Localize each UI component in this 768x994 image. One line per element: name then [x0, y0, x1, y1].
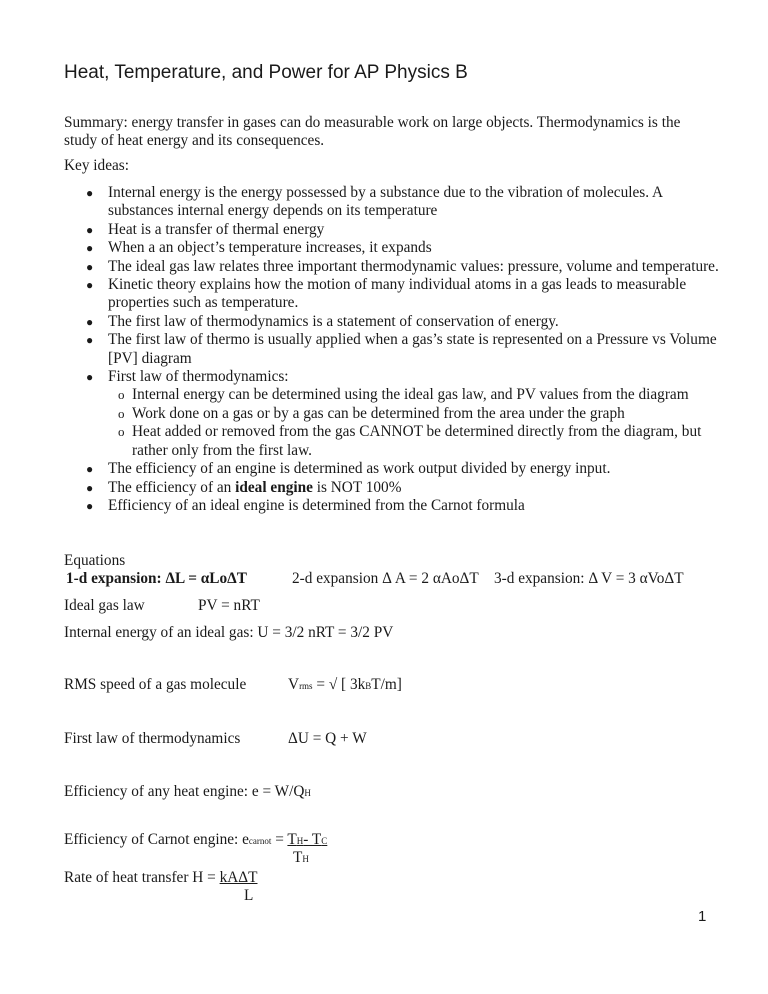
- equation-2d-expansion: 2-d expansion Δ A = 2 αAoΔT: [292, 570, 479, 587]
- first-law-sublist: [108, 386, 724, 460]
- heat-transfer-rate-equation: Rate of heat transfer H = kAΔT: [64, 869, 258, 886]
- list-item: ● The first law of thermo is usually applied when a gas’s state is represented on a Pressure vs Volume [PV] diagram: [86, 331, 717, 367]
- bullet-icon: ●: [86, 370, 94, 385]
- list-item: ● The efficiency of an engine is determined as work output divided by energy input.: [86, 460, 611, 478]
- bullet-icon: ●: [86, 498, 94, 513]
- page-title: Heat, Temperature, and Power for AP Physics B: [64, 62, 468, 83]
- equations-label: Equations: [64, 552, 126, 569]
- list-item: ● Efficiency of an ideal engine is determined from the Carnot formula: [86, 496, 525, 514]
- list-item: ● Kinetic theory explains how the motion of many individual atoms in a gas leads to measurable properties such as temperature.: [86, 276, 687, 312]
- bullet-icon: ●: [86, 480, 94, 495]
- bullet-icon: ●: [86, 278, 94, 293]
- equation-3d-expansion: 3-d expansion: Δ V = 3 αVoΔT: [494, 570, 684, 587]
- bullet-icon: ●: [86, 462, 94, 477]
- sub-list-item: o Internal energy can be determined using the ideal gas law, and PV values from the diagram: [118, 386, 689, 404]
- carnot-denominator: TH: [293, 849, 309, 866]
- list-item: ● The first law of thermodynamics is a statement of conservation of energy.: [86, 312, 559, 330]
- efficiency-any-engine-equation: Efficiency of any heat engine: e = W/QH: [64, 783, 311, 800]
- list-item: ● Internal energy is the energy possessed by a substance due to the vibration of molecules. A substances internal energy depends on its temperature: [86, 184, 663, 220]
- key-ideas-list: [64, 184, 724, 515]
- internal-energy-equation: Internal energy of an ideal gas: U = 3/2 nRT = 3/2 PV: [64, 624, 394, 641]
- rms-speed-equation: Vrms = √ [ 3kBT/m]: [288, 676, 402, 693]
- ideal-gas-equation: PV = nRT: [198, 597, 260, 614]
- circle-bullet-icon: o: [118, 387, 125, 403]
- sub-list-item: o Work done on a gas or by a gas can be determined from the area under the graph: [118, 404, 625, 422]
- sub-list-item: o Heat added or removed from the gas CANNOT be determined directly from the diagram, but rather only from the first law.: [118, 423, 702, 459]
- bullet-icon: ●: [86, 314, 94, 329]
- list-item: ● The ideal gas law relates three important thermodynamic values: pressure, volume and temperature.: [86, 257, 719, 275]
- summary-paragraph: Summary: energy transfer in gases can do measurable work on large objects. Thermodynamics is the study of heat energy and its consequences.: [64, 114, 681, 150]
- circle-bullet-icon: o: [118, 424, 125, 440]
- key-ideas-label: Key ideas:: [64, 157, 129, 174]
- rms-speed-label: RMS speed of a gas molecule: [64, 676, 247, 693]
- bullet-icon: ●: [86, 259, 94, 274]
- list-item: ● When a an object’s temperature increases, it expands: [86, 239, 432, 257]
- page-number: 1: [698, 908, 707, 925]
- first-law-label: First law of thermodynamics: [64, 730, 241, 747]
- bullet-icon: ●: [86, 333, 94, 348]
- list-item: ● First law of thermodynamics: o Internal energy can be determined using the ideal gas law, and PV values from the diagram o Work done on a gas or by a gas can be determined from the area under the graph o Heat added or removed from the gas CANNOT be determined directly from the diagram, but rather only from the first law.: [64, 368, 724, 460]
- bullet-icon: ●: [86, 222, 94, 237]
- heat-transfer-denominator: L: [244, 887, 254, 904]
- first-law-equation: ΔU = Q + W: [288, 730, 367, 747]
- equation-1d-expansion: 1-d expansion: ΔL = αLoΔT: [66, 570, 247, 587]
- list-item: ● The efficiency of an ideal engine is NOT 100%: [86, 478, 402, 496]
- circle-bullet-icon: o: [118, 405, 125, 421]
- carnot-efficiency-equation: Efficiency of Carnot engine: ecarnot = TH- TC: [64, 831, 328, 848]
- ideal-gas-label: Ideal gas law: [64, 597, 145, 614]
- list-item: ● Heat is a transfer of thermal energy: [86, 220, 325, 238]
- bullet-icon: ●: [86, 186, 94, 200]
- bullet-icon: ●: [86, 241, 94, 256]
